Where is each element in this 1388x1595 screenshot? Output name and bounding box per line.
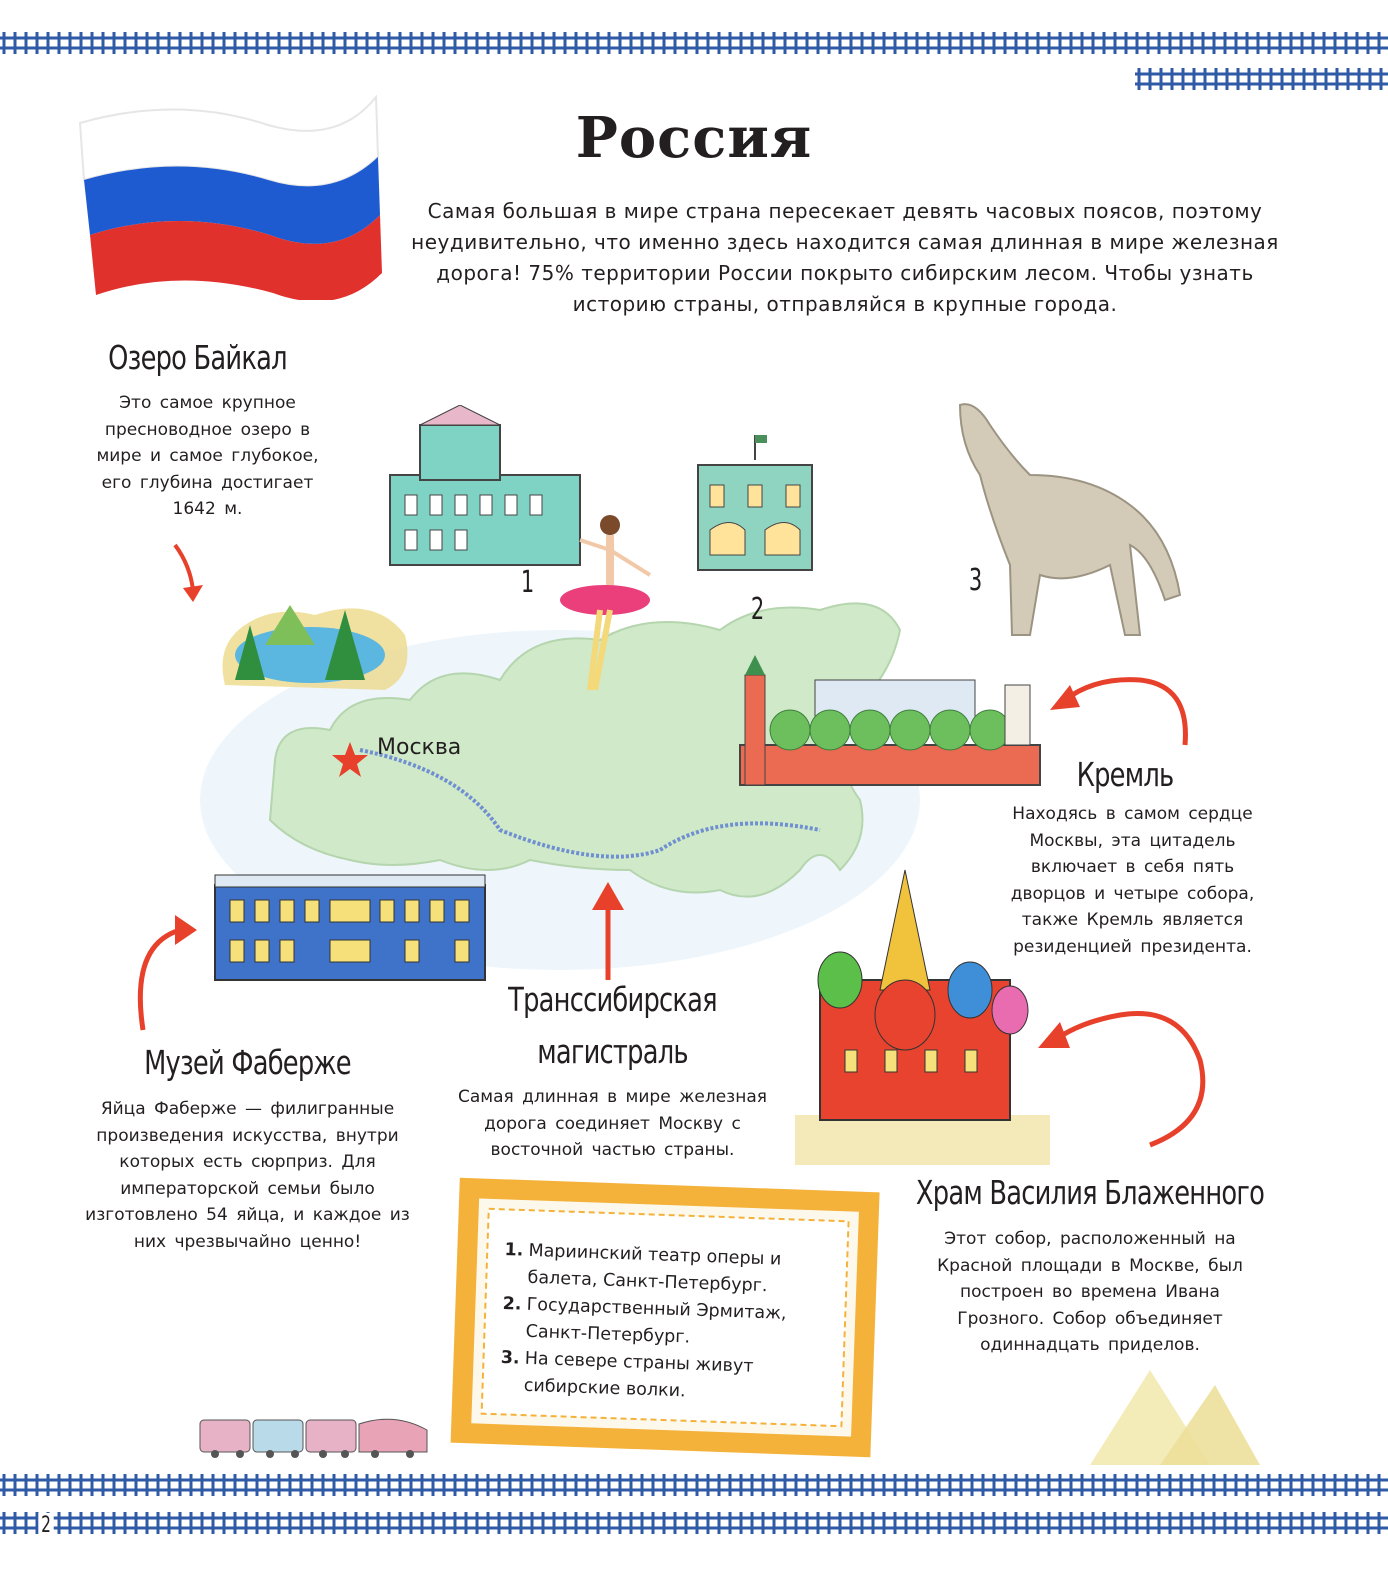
page-number: 2	[38, 1513, 53, 1538]
transsib-heading-line1: Транссибирская	[508, 980, 717, 1019]
arrow-to-transsib	[588, 880, 628, 985]
faberge-text: Яйца Фаберже — филигранные произведения искусства, внутри которых есть сюрприз. Для императорской семьи было изготовлено 54 яйца, и каждое из них чрезвычайно ценно!	[85, 1099, 410, 1252]
map-city-label: Москва	[377, 735, 462, 760]
legend-item-text: Государственный Эрмитаж, Санкт-Петербург.	[525, 1294, 787, 1348]
marker-1: 1	[520, 565, 535, 600]
legend-list	[499, 1237, 834, 1410]
arrow-to-baikal	[165, 540, 215, 605]
rail-bottom-2	[0, 1510, 1388, 1536]
rail-top	[0, 30, 1388, 56]
train-illustration	[195, 1410, 435, 1460]
kremlin-text: Находясь в самом сердце Москвы, эта цитадель включает в себя пять дворцов и четыре собора, также Кремль является резиденцией президента.	[1010, 804, 1255, 957]
mountains-illustration	[1090, 1355, 1260, 1470]
transsib-heading-line2: магистраль	[537, 1032, 688, 1071]
st-basils-text: Этот собор, расположенный на Красной площади в Москве, был построен во времена Ивана Грозного. Собор объединяет одиннадцать приделов.	[937, 1229, 1243, 1355]
kremlin-heading: Кремль	[1076, 755, 1174, 794]
page-title: Россия	[575, 105, 813, 171]
faberge-museum-illustration	[210, 870, 490, 985]
baikal-heading: Озеро Байкал	[108, 338, 287, 377]
intro-text: Самая большая в мире страна пересекает девять часовых поясов, поэтому неудивительно, что именно здесь находится самая длинная в мире железная дорога! 75% территории России покрыто сибирским лесом. Чтобы узнать историю страны, отправляйся в крупные города.	[411, 199, 1279, 316]
hermitage-illustration	[690, 435, 820, 580]
legend-item-text: Мариинский театр оперы и балета, Санкт-Петербург.	[527, 1240, 782, 1297]
ballerina-illustration	[550, 510, 660, 700]
marker-3: 3	[968, 563, 983, 598]
arrow-to-faberge-museum	[125, 905, 200, 1035]
legend-item	[499, 1345, 831, 1410]
marker-2: 2	[750, 592, 765, 627]
legend-item-number: 2.	[502, 1293, 522, 1315]
arrow-to-kremlin	[1040, 665, 1200, 755]
baikal-lake-illustration	[205, 585, 415, 695]
transsib-text: Самая длинная в мире железная дорога соединяет Москву с восточной частью страны.	[458, 1087, 767, 1160]
rail-bottom	[0, 1472, 1388, 1498]
siberian-wolf-illustration	[940, 395, 1190, 645]
faberge-heading: Музей Фаберже	[144, 1043, 351, 1082]
moscow-star-icon	[330, 740, 370, 780]
rail-top-right	[1135, 66, 1388, 92]
baikal-text: Это самое крупное пресноводное озеро в мире и самое глубокое, его глубина достигает 1642 м.	[96, 393, 319, 519]
legend-item-number: 3.	[500, 1347, 520, 1369]
legend-item-number: 1.	[504, 1239, 524, 1261]
kremlin-illustration	[735, 655, 1045, 790]
legend-item-text: На севере страны живут сибирские волки.	[523, 1348, 754, 1402]
arrow-to-st-basils	[1030, 1000, 1210, 1150]
st-basils-heading: Храм Василия Блаженного	[915, 1173, 1265, 1212]
